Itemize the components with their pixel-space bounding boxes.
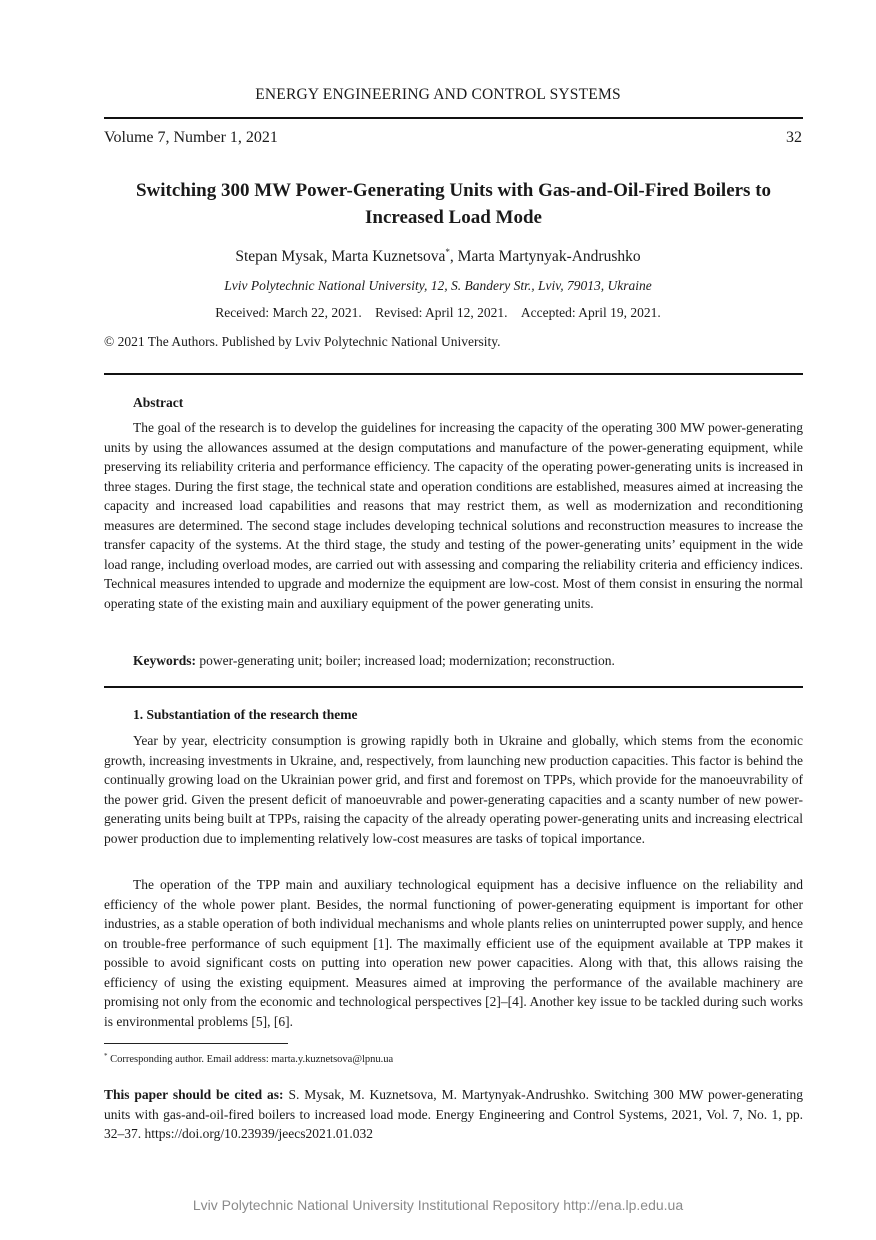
article-dates: [0, 305, 876, 321]
copyright-notice: © 2021 The Authors. Published by Lviv Polytechnic National University.: [104, 334, 501, 349]
footnote-divider: [104, 1043, 288, 1044]
author-list: [0, 247, 876, 266]
section-1-heading: 1. Substantiation of the research theme: [133, 707, 358, 722]
section-1-paragraph-2: The operation of the TPP main and auxiliary technological equipment has a decisive influence on the reliability and efficiency of the whole power plant. Besides, the normal functioning of power-generating equipment is important for other industries, as a stable operation of both individual mechanisms and whole plants relies on uninterrupted power supply, and hence on trouble-free performance of such equipment [1]. The maximally efficient use of the equipment available at TPP makes it possible to avoid significant costs on putting into operation new power capacities. Along with that, this allows raising the efficiency of using the existing equipment. Measures aimed at improving the performance of the available machinery are promising not only from the economic and technological perspectives [2]–[4]. Another key issue to be tackled during such works is environmental problems [5], [6].: [104, 877, 803, 1029]
abstract-top-divider: [104, 373, 803, 375]
revised-date: Revised: April 12, 2021.: [375, 305, 508, 320]
section-1-paragraph-1: Year by year, electricity consumption is growing rapidly both in Ukraine and globally, which stems from the economic growth, increasing investments in Ukraine, and, respectively, from launching new production capacities. This factor is behind the continually growing load on the Ukrainian power grid, and first and foremost on TPPs, which provide for the manoeuvrability of the power grid. Given the present deficit of manoeuvrable and power-generating capacities and a scanty number of new power-generating units being built at TPPs, raising the capacity of the already operating power-generating units and increasing electrical power production due to implementing relatively low-cost measures are tasks of topical importance.: [104, 733, 804, 846]
header-divider: [104, 117, 803, 119]
citation-label: This paper should be cited as:: [104, 1087, 284, 1102]
corresponding-author-mark: *: [445, 247, 450, 257]
abstract-bottom-divider: [104, 686, 803, 688]
authors-part-1: Stepan Mysak, Marta Kuznetsova: [235, 248, 446, 265]
keywords-list: power-generating unit; boiler; increased load; modernization; reconstruction.: [196, 653, 615, 668]
journal-title: ENERGY ENGINEERING AND CONTROL SYSTEMS: [255, 86, 621, 103]
volume-info: Volume 7, Number 1, 2021: [104, 129, 278, 146]
footnote-text: Corresponding author. Email address: marta.y.kuznetsova@lpnu.ua: [107, 1054, 394, 1065]
citation-block: [104, 1085, 803, 1144]
repository-watermark: Lviv Polytechnic National University Institutional Repository http://ena.lp.edu.ua: [192, 1197, 684, 1213]
citation-text: S. Mysak, M. Kuznetsova, M. Martynyak-Andrushko. Switching 300 MW power-generating units with gas-and-oil-fired boilers to increased load mode. Energy Engineering and Control Systems, 2021, Vol. 7, No. 1, pp. 32–37. https://doi.org/10.23939/jeecs2021.01.032: [104, 1087, 803, 1141]
footnote: [104, 1052, 393, 1065]
abstract-text: The goal of the research is to develop the guidelines for increasing the capacity of the operating 300 MW power-generating units by using the allowances assumed at the design computations and manufacture of the power-generating equipment, while preserving its reliability criteria and performance efficiency. The capacity of the operating power-generating units is increased in three stages. During the first stage, the technical state and operation conditions are established, measures aimed at increasing the capacity and increased load capabilities and reasons that may restrict them, as well as modernization and reconditioning measures are determined. The second stage includes developing technical solutions and reconstruction measures to increase the transfer capacity of the systems. At the third stage, the study and testing of the power-generating units’ equipment in the wide load range, including overload modes, are carried out with assessing and comparing the reliability criteria and efficiency indices. Technical measures intended to upgrade and modernize the equipment are low-cost. Most of them consist in ensuring the normal operating state of the existing main and auxiliary equipment of the power generating units.: [104, 420, 803, 611]
article-title: Switching 300 MW Power-Generating Units with Gas-and-Oil-Fired Boilers to Increased Load Mode: [135, 180, 772, 228]
keywords-label: Keywords:: [133, 653, 196, 668]
page-number: 32: [786, 129, 802, 146]
abstract-heading: Abstract: [133, 395, 184, 410]
authors-part-2: , Marta Martynyak-Andrushko: [449, 248, 641, 265]
received-date: Received: March 22, 2021.: [215, 305, 362, 320]
keywords: [133, 653, 615, 669]
accepted-date: Accepted: April 19, 2021.: [520, 305, 661, 320]
footnote-mark: *: [104, 1052, 108, 1060]
affiliation: Lviv Polytechnic National University, 12, S. Bandery Str., Lviv, 79013, Ukraine: [224, 278, 652, 293]
